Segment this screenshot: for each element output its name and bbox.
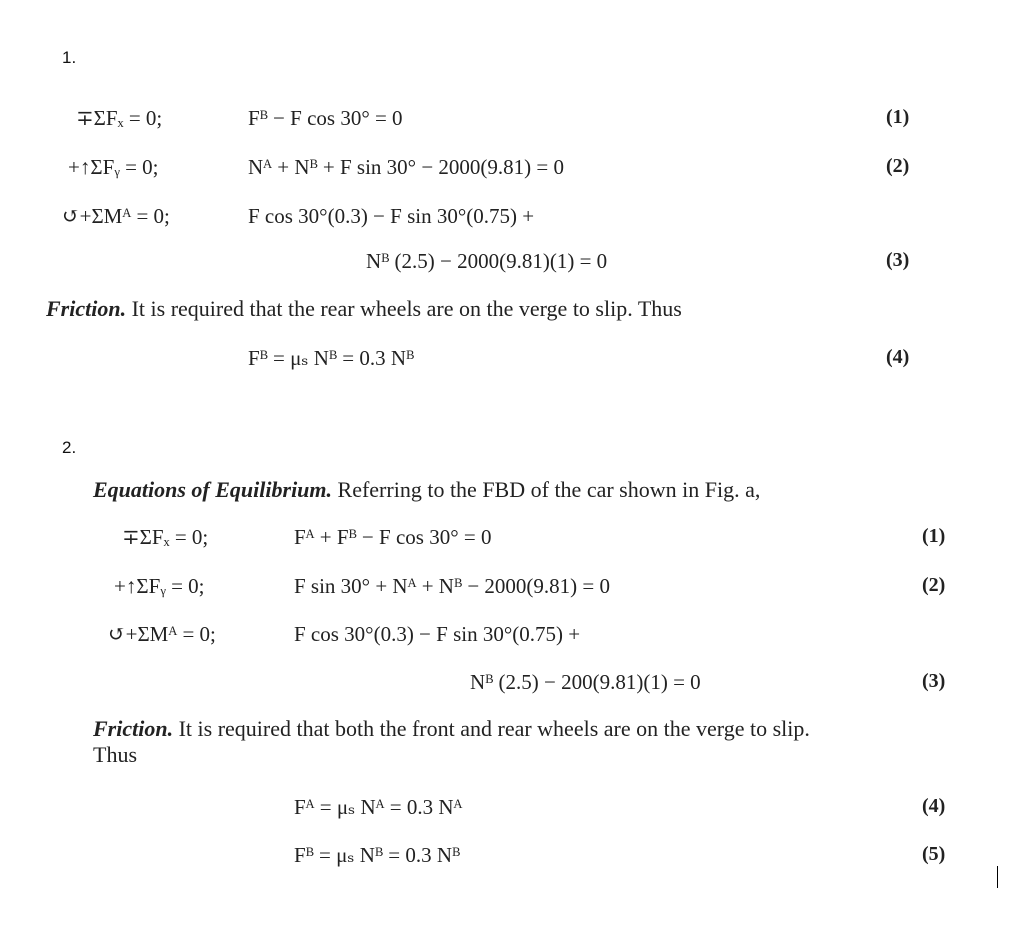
s2-eq-3b: Nᴮ (2.5) − 200(9.81)(1) = 0 — [470, 670, 701, 694]
s1-cond-fy: +↑ΣFᵧ = 0; — [68, 155, 159, 179]
s2-friction-text-2: Thus — [93, 742, 137, 767]
s1-eq-1: Fᴮ − F cos 30° = 0 — [248, 106, 403, 130]
s1-friction-eq: Fᴮ = μₛ Nᴮ = 0.3 Nᴮ — [248, 346, 415, 370]
text-cursor — [997, 866, 998, 888]
s1-eqno-4: (4) — [886, 346, 910, 368]
s2-eqno-3: (3) — [922, 670, 946, 692]
s2-eq-1: Fᴬ + Fᴮ − F cos 30° = 0 — [294, 525, 492, 549]
s2-intro-text: Referring to the FBD of the car shown in Fig. a, — [337, 477, 761, 502]
section-1-label: 1. — [62, 48, 77, 67]
s1-friction-title: Friction. — [46, 296, 127, 321]
s1-cond-fx: ∓ΣFₓ = 0; — [76, 106, 163, 130]
s2-friction-eq-b: Fᴮ = μₛ Nᴮ = 0.3 Nᴮ — [294, 843, 461, 867]
s2-eqno-2: (2) — [922, 574, 946, 596]
s1-eqno-1: (1) — [886, 106, 910, 128]
s2-friction-eq-a: Fᴬ = μₛ Nᴬ = 0.3 Nᴬ — [294, 795, 463, 819]
s2-friction-paragraph — [93, 716, 810, 768]
s2-friction-title: Friction. — [93, 716, 174, 741]
s1-friction-text: It is required that the rear wheels are on the verge to slip. Thus — [131, 296, 682, 321]
s1-friction-paragraph — [46, 296, 682, 322]
s2-eq-2: F sin 30° + Nᴬ + Nᴮ − 2000(9.81) = 0 — [294, 574, 611, 598]
s1-eq-3a: F cos 30°(0.3) − F sin 30°(0.75) + — [248, 204, 535, 228]
s2-eqno-4: (4) — [922, 795, 946, 817]
s1-eqno-3: (3) — [886, 249, 910, 271]
s2-cond-fx: ∓ΣFₓ = 0; — [122, 525, 209, 549]
s2-friction-text-1: It is required that both the front and rear wheels are on the verge to slip. — [178, 716, 810, 741]
section-2-label: 2. — [62, 438, 77, 457]
s1-cond-ma: ↺+ΣMᴬ = 0; — [62, 204, 170, 228]
s2-cond-fy: +↑ΣFᵧ = 0; — [114, 574, 205, 598]
s2-eqno-5: (5) — [922, 843, 946, 865]
s1-eq-2: Nᴬ + Nᴮ + F sin 30° − 2000(9.81) = 0 — [248, 155, 565, 179]
s1-eqno-2: (2) — [886, 155, 910, 177]
s2-intro-title: Equations of Equilibrium. — [93, 477, 333, 502]
s2-cond-ma: ↺+ΣMᴬ = 0; — [108, 622, 216, 646]
s2-intro-paragraph — [93, 477, 760, 503]
s1-eq-3b: Nᴮ (2.5) − 2000(9.81)(1) = 0 — [366, 249, 608, 273]
s2-eqno-1: (1) — [922, 525, 946, 547]
s2-eq-3a: F cos 30°(0.3) − F sin 30°(0.75) + — [294, 622, 581, 646]
